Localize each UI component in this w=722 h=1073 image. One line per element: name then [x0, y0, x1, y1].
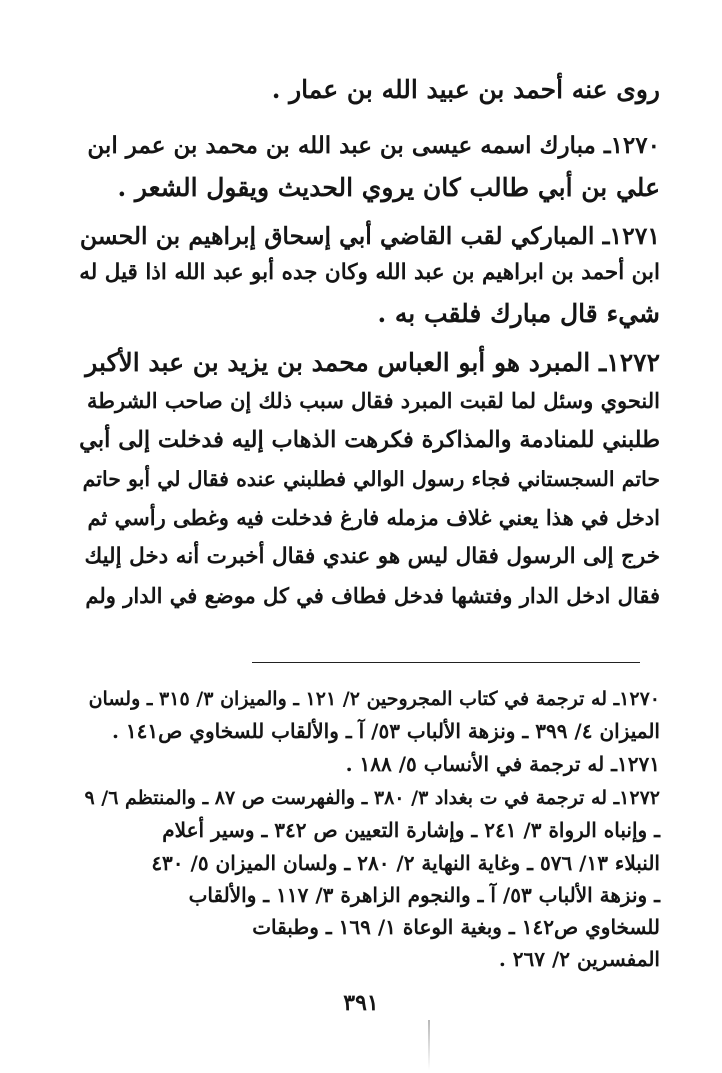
footnote-1272-line-2: ـ وإنباه الرواة ٣/ ٢٤١ ـ وإشارة التعيين ص ٣٤٢ ـ وسير أعلام: [162, 818, 660, 842]
entry-1272-line-1: ١٢٧٢ـ المبرد هو أبو العباس محمد بن يزيد بن عبد الأكبر: [85, 348, 660, 377]
text-line-1: روى عنه أحمد بن عبيد الله بن عمار .: [271, 75, 660, 104]
entry-1272-line-7: فقال ادخل الدار وفتشها فدخل فطاف في كل موضع في الدار ولم: [85, 583, 660, 608]
page-number: ٣٩١: [343, 990, 379, 1016]
entry-1272-line-4: حاتم السجستاني فجاء رسول الوالي فطلبني عنده فقال لي أبو حاتم: [82, 467, 660, 491]
footnote-1272-line-3: النبلاء ١٣/ ٥٧٦ ـ وغاية النهاية ٢/ ٢٨٠ ـ ولسان الميزان ٥/ ٤٣٠: [151, 851, 660, 875]
entry-1272-line-6: خرج إلى الرسول فقال ليس هو عندي فقال أخبرت أنه دخل إليك: [84, 544, 660, 569]
footnote-separator: [252, 662, 640, 663]
entry-1272-line-5: ادخل في هذا يعني غلاف مزمله فارغ فدخلت فيه وغطى رأسي ثم: [87, 505, 660, 530]
footnote-1272-line-1: ١٢٧٢ـ له ترجمة في ت بغداد ٣/ ٣٨٠ ـ والفهرست ص ٨٧ ـ والمنتظم ٦/ ٩: [84, 787, 660, 809]
footnote-1272-line-5: للسخاوي ص١٤٢ ـ وبغية الوعاة ١/ ١٦٩ ـ وطبقات: [252, 915, 660, 939]
scan-artifact-mark: [428, 1020, 430, 1070]
entry-1271-line-3: شيء قال مبارك فلقب به .: [377, 299, 660, 328]
entry-1271-line-1: ١٢٧١ـ المباركي لقب القاضي أبي إسحاق إبراهيم بن الحسن: [79, 222, 660, 250]
footnote-1270-line-2: الميزان ٤/ ٣٩٩ ـ ونزهة الألباب ٥٣/ آ ـ والألقاب للسخاوي ص١٤١ .: [111, 719, 660, 743]
entry-1270-line-2: علي بن أبي طالب كان يروي الحديث ويقول الشعر .: [117, 173, 660, 202]
footnote-1272-line-6: المفسرين ٢/ ٢٦٧ .: [498, 947, 660, 971]
footnote-1272-line-4: ـ ونزهة الألباب ٥٣/ آ ـ والنجوم الزاهرة ٣/ ١١٧ ـ والألقاب: [188, 883, 660, 907]
footnote-1270-line-1: ١٢٧٠ـ له ترجمة في كتاب المجروحين ٢/ ١٢١ ـ والميزان ٣/ ٣١٥ ـ ولسان: [88, 688, 660, 710]
entry-1270-line-1: ١٢٧٠ـ مبارك اسمه عيسى بن عبد الله بن محمد بن عمر ابن: [87, 132, 660, 159]
entry-1272-line-2: النحوي وسئل لما لقبت المبرد فقال سبب ذلك إن صاحب الشرطة: [87, 388, 660, 413]
entry-1272-line-3: طلبني للمنادمة والمذاكرة فكرهت الذهاب إليه فدخلت إلى أبي: [79, 427, 660, 453]
footnote-1271-line-1: ١٢٧١ـ له ترجمة في الأنساب ٥/ ١٨٨ .: [345, 752, 660, 776]
entry-1271-line-2: ابن أحمد بن ابراهيم بن عبد الله وكان جده أبو عبد الله اذا قيل له: [79, 260, 660, 285]
